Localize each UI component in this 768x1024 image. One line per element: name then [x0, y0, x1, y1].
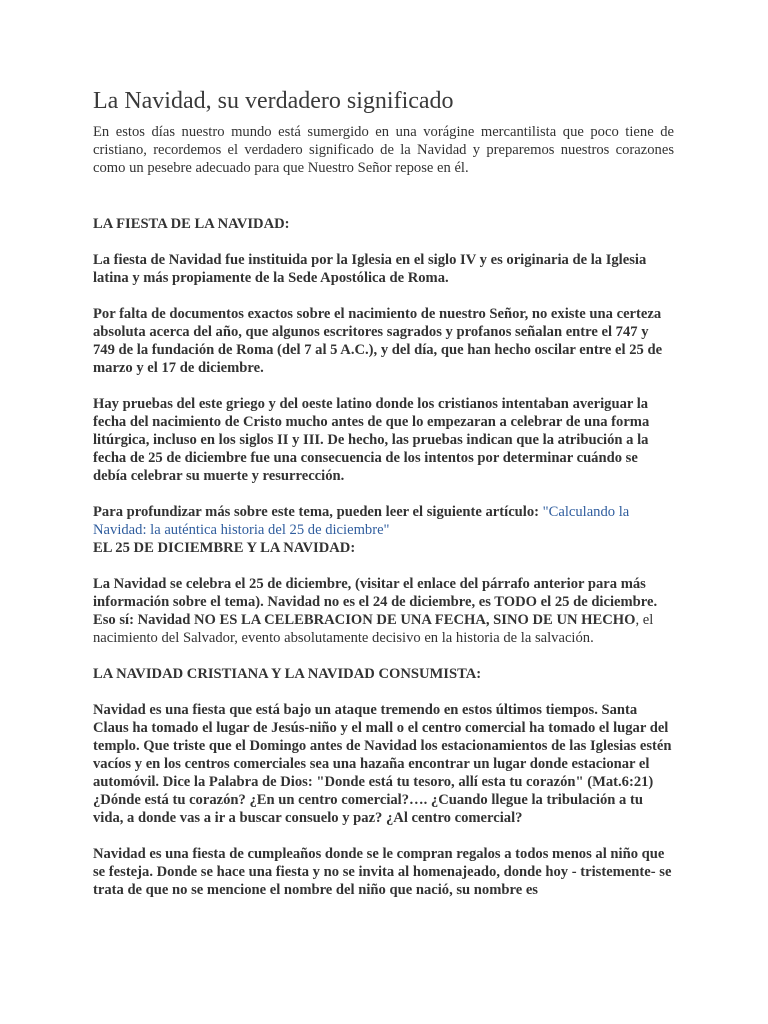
paragraph-documentos: Por falta de documentos exactos sobre el nacimiento de nuestro Señor, no existe una certeza absoluta acerca del año, que algunos escritores sagrados y profanos señalan entre el 747 y 749 de la fundación de Roma (del 7 al 5 A.C.), y del día, que han hecho oscilar entre el 25 de marzo y el 17 de diciembre.: [93, 306, 663, 376]
paragraph-pruebas: Hay pruebas del este griego y del oeste latino donde los cristianos intentaban averiguar la fecha del nacimiento de Cristo mucho antes de que lo empezaran a celebrar de una forma litúrgica, incluso en los siglos II y III. De hecho, las pruebas indican que la atribución a la fecha de 25 de diciembre fue una consecuencia de los intentos por determinar cuándo se debía celebrar su muerte y resurrección.: [93, 396, 650, 484]
section-heading-25-diciembre: EL 25 DE DICIEMBRE Y LA NAVIDAD:: [93, 540, 356, 556]
intro-paragraph: En estos días nuestro mundo está sumergido en una vorágine mercantilista que poco tiene de cristiano, recordemos el verdadero significado de la Navidad y preparemos nuestros corazones como un pesebre adecuado para que Nuestro Señor repose en él.: [93, 124, 674, 176]
paragraph-ataque: Navidad es una fiesta que está bajo un ataque tremendo en estos últimos tiempos. Santa Claus ha tomado el lugar de Jesús-niño y el mall o el centro comercial ha tomado el lugar del templo. Que triste que el Domingo antes de Navidad los estacionamientos de las Iglesias estén vacíos y en los centros comerciales sea una hazaña encontrar un lugar donde estacionar el automóvil. Dice la Palabra de Dios: "Donde está tu tesoro, allí esta tu corazón" (Mat.6:21) ¿Dónde está tu corazón? ¿En un centro comercial?…. ¿Cuando llegue la tribulación a tu vida, a donde vas a ir a buscar consuelo y paz? ¿Al centro comercial?: [93, 702, 672, 826]
section-heading-consumista: LA NAVIDAD CRISTIANA Y LA NAVIDAD CONSUMISTA:: [93, 666, 482, 682]
article: [93, 86, 674, 899]
celebracion-normal-text: , el nacimiento del Salvador, evento absolutamente decisivo en la historia de la salvación.: [93, 612, 654, 646]
paragraph-cumpleanos: Navidad es una fiesta de cumpleaños donde se le compran regalos a todos menos al niño que se festeja. Donde se hace una fiesta y no se invita al homenajeado, donde hoy - tristemente- se trata de que no se mencione el nombre del niño que nació, su nombre es: [93, 846, 672, 898]
paragraph-institucion: La fiesta de Navidad fue instituida por la Iglesia en el siglo IV y es originaria de la Iglesia latina y más propiamente de la Sede Apostólica de Roma.: [93, 252, 647, 286]
section-heading-fiesta: LA FIESTA DE LA NAVIDAD:: [93, 216, 290, 232]
celebracion-bold-text: La Navidad se celebra el 25 de diciembre, (visitar el enlace del párrafo anterior para más información sobre el tema). Navidad no es el 24 de diciembre, es TODO el 25 de diciembre. Eso sí: Navidad NO ES LA CELEBRACION DE UNA FECHA, SINO DE UN HECHO: [93, 576, 658, 628]
page-title: La Navidad, su verdadero significado: [93, 88, 454, 114]
paragraph-profundizar: [93, 503, 674, 539]
profundizar-text: Para profundizar más sobre este tema, pueden leer el siguiente artículo:: [93, 504, 543, 520]
paragraph-celebracion: [93, 575, 674, 647]
article-link[interactable]: "Calculando la Navidad: la auténtica historia del 25 de diciembre": [93, 504, 630, 538]
